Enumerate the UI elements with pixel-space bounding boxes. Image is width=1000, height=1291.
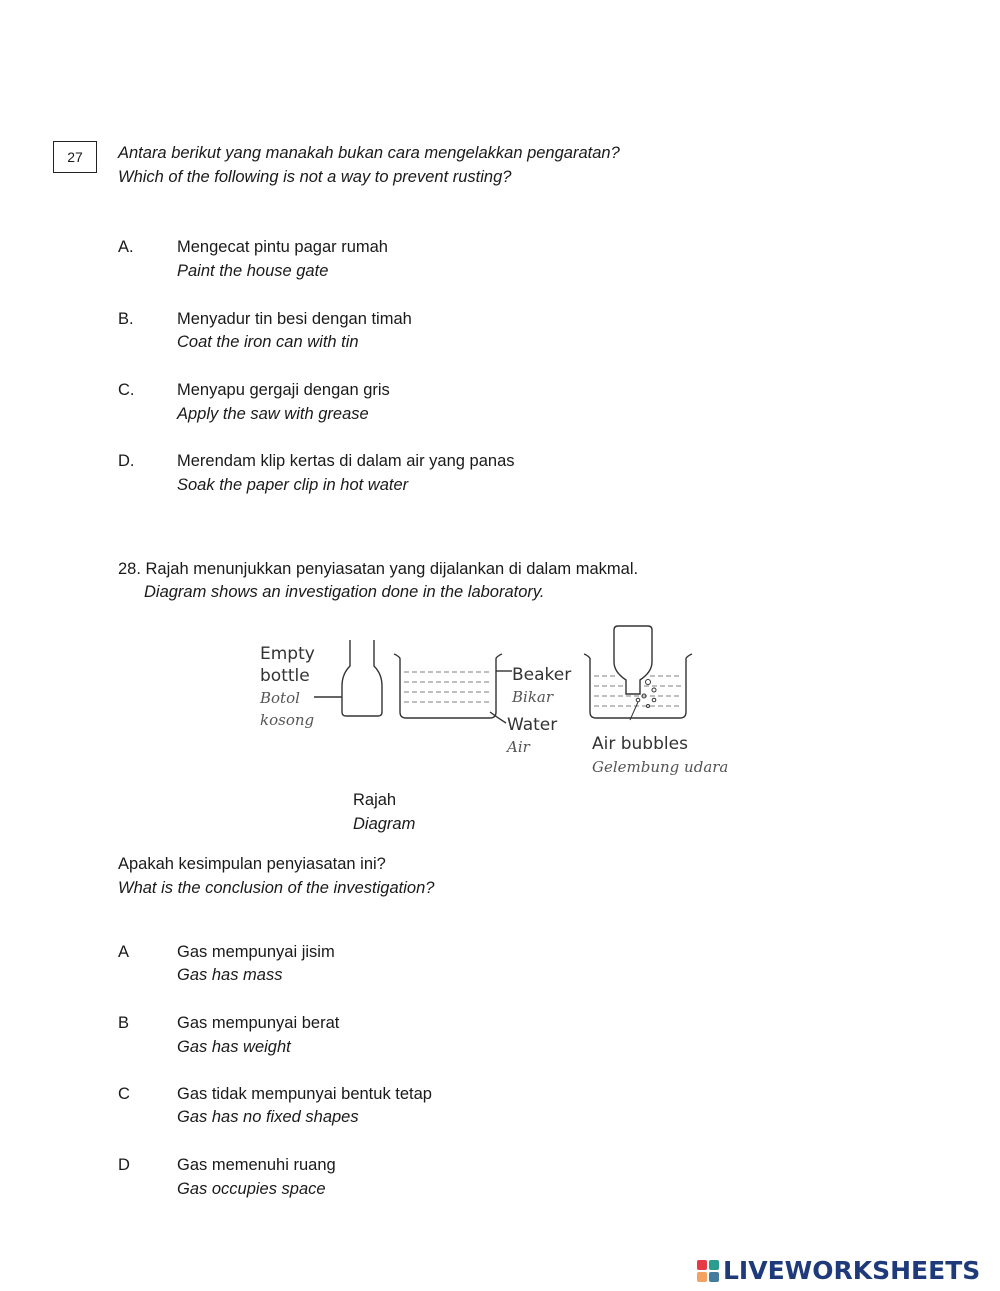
q28-option-a-en[interactable]: Gas has mass	[177, 966, 283, 984]
q27-option-d-letter[interactable]: D.	[118, 452, 135, 470]
q28-option-d-letter[interactable]: D	[118, 1156, 130, 1174]
q27-option-c-letter[interactable]: C.	[118, 381, 135, 399]
q28-option-c-en[interactable]: Gas has no fixed shapes	[177, 1108, 359, 1126]
bubble	[652, 698, 656, 702]
beaker-2-shape	[590, 658, 686, 718]
question-27-text-ms: Antara berikut yang manakah bukan cara mengelakkan pengaratan?	[118, 144, 620, 162]
question-number-box	[53, 141, 97, 173]
question-28-intro-ms: 28. Rajah menunjukkan penyiasatan yang dijalankan di dalam makmal.	[118, 560, 639, 578]
diagram-caption-en: Diagram	[353, 815, 416, 833]
q27-option-a-letter[interactable]: A.	[118, 238, 134, 256]
logo-square	[709, 1260, 719, 1270]
liveworksheets-logo	[697, 1256, 980, 1285]
bubble	[652, 688, 656, 692]
label-bikar: Bikar	[512, 688, 554, 706]
q28-option-d-ms[interactable]: Gas memenuhi ruang	[177, 1156, 336, 1174]
beaker-1-shape	[400, 658, 496, 718]
q28-option-a-ms[interactable]: Gas mempunyai jisim	[177, 943, 335, 961]
question-28-text-ms: Apakah kesimpulan penyiasatan ini?	[118, 855, 386, 873]
question-27-text-en: Which of the following is not a way to prevent rusting?	[118, 168, 512, 186]
q28-option-b-letter[interactable]: B	[118, 1014, 130, 1032]
label-bottle-1: bottle	[260, 666, 310, 686]
q27-option-a-ms[interactable]: Mengecat pintu pagar rumah	[177, 238, 388, 256]
q28-option-b-ms[interactable]: Gas mempunyai berat	[177, 1014, 340, 1032]
logo-text: LIVEWORKSHEETS	[723, 1256, 981, 1285]
q28-option-d-en[interactable]: Gas occupies space	[177, 1180, 326, 1198]
question-28-text-en: What is the conclusion of the investigation?	[118, 879, 435, 897]
logo-square	[697, 1272, 707, 1282]
q27-option-c-ms[interactable]: Menyapu gergaji dengan gris	[177, 381, 390, 399]
label-kosong: kosong	[260, 711, 315, 729]
q27-option-a-en[interactable]: Paint the house gate	[177, 262, 329, 280]
bubbles-pointer-line	[630, 702, 638, 720]
question-number: 27	[67, 149, 83, 165]
logo-square	[697, 1260, 707, 1270]
question-28-intro-en: Diagram shows an investigation done in the laboratory.	[144, 583, 545, 601]
q27-option-d-en[interactable]: Soak the paper clip in hot water	[177, 476, 409, 494]
investigation-diagram	[250, 620, 740, 780]
logo-square	[709, 1272, 719, 1282]
label-botol: Botol	[260, 689, 300, 707]
logo-grid-icon	[697, 1260, 719, 1282]
q28-option-c-ms[interactable]: Gas tidak mempunyai bentuk tetap	[177, 1085, 432, 1103]
q27-option-d-ms[interactable]: Merendam klip kertas di dalam air yang panas	[177, 452, 515, 470]
label-water: Water	[507, 715, 558, 735]
q28-option-a-letter[interactable]: A	[118, 943, 130, 961]
q27-option-b-letter[interactable]: B.	[118, 310, 134, 328]
empty-bottle-shape	[342, 640, 382, 716]
label-gelembung-udara: Gelembung udara	[592, 758, 729, 776]
q28-option-b-en[interactable]: Gas has weight	[177, 1038, 291, 1056]
diagram-caption-ms: Rajah	[353, 791, 397, 809]
label-air-bubbles: Air bubbles	[592, 734, 688, 754]
q28-option-c-letter[interactable]: C	[118, 1085, 130, 1103]
bubble	[646, 680, 651, 685]
bubble	[636, 698, 640, 702]
diagram-drawing	[250, 620, 740, 780]
bubble	[647, 705, 650, 708]
q27-option-b-en[interactable]: Coat the iron can with tin	[177, 333, 359, 351]
q27-option-b-ms[interactable]: Menyadur tin besi dengan timah	[177, 310, 412, 328]
label-air: Air	[507, 738, 530, 756]
label-beaker: Beaker	[512, 665, 572, 685]
q27-option-c-en[interactable]: Apply the saw with grease	[177, 405, 369, 423]
label-empty-1: Empty	[260, 644, 315, 664]
